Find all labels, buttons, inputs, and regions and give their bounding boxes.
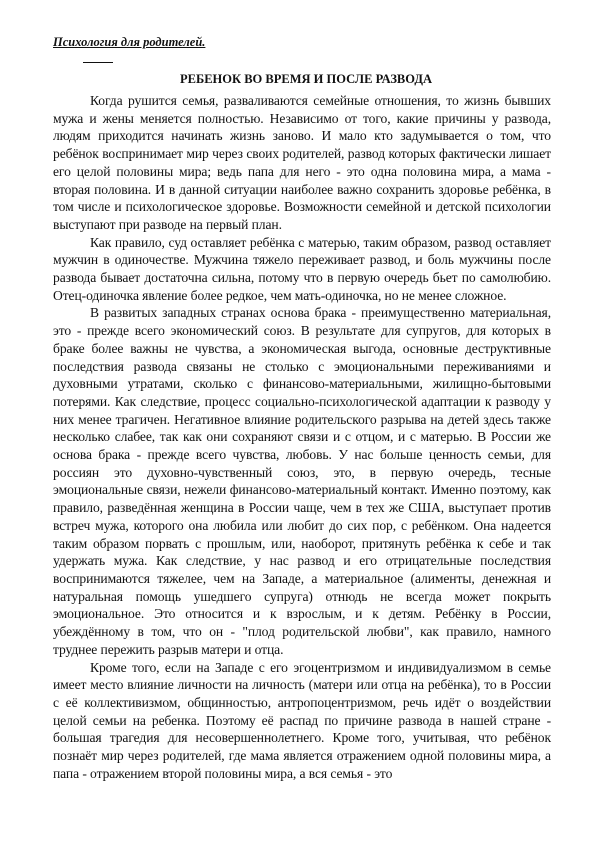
body-paragraph-3: В развитых западных странах основа брака - преимущественно материальная, это - прежде всего экономический союз. В результате для супругов, для которых в браке более важны не чувства, а экономическая выгода, основные деструктивные последствия развода связаны не столько с эмоциональными переживаниями и духовными утратами, сколько с финансово-материальными, жилищно-бытовыми потерями. Как следствие, процесс социально-психологической адаптации к разводу у них менее трагичен. Негативное влияние родительского разрыва на детей здесь также несколько слабее, так как они сохраняют связи и с отцом, и с матерью. В России же основа брака - прежде всего чувства, любовь. У нас больше ценность семьи, для россиян это духовно-чувственный союз, это, в первую очередь, тесные эмоциональные связи, нежели финансово-материальный контакт. Именно поэтому, как правило, разведённая женщина в России чаще, чем в тех же США, выступает против встреч мужа, которого она любила или любит до сих пор, с ребёнком. Она надеется таким образом порвать с прошлым, или, наоборот, притянуть ребёнка к себе и так удержать мужа. Как следствие, у нас развод и его отрицательные последствия воспринимаются тяжелее, чем на Западе, а материальное (алименты, денежная и натуральная помощь ушедшего супруга) отнюдь не всегда может покрыть эмоциональное. Это относится и к взрослым, и к детям. Ребёнку в России, убеждённому в том, что он - "плод родительской любви", как правило, намного труднее пережить разрыв матери и отца. xyxy=(53,305,551,657)
document-title: РЕБЕНОК ВО ВРЕМЯ И ПОСЛЕ РАЗВОДА xyxy=(179,72,432,86)
body-paragraph-2: Как правило, суд оставляет ребёнка с матерью, таким образом, развод оставляет мужчин в одиночестве. Мужчина тяжело переживает развод, и боль мужчины после развода бывает достаточна сильна, потому что в первую очередь бьет по самолюбию. Отец-одиночка явление более редкое, чем мать-одиночка, но не менее сложное. xyxy=(53,234,551,303)
section-label: Психология для родителей. xyxy=(53,35,206,49)
body-paragraph-1: Когда рушится семья, разваливаются семейные отношения, то жизнь бывших мужа и жены меняется полностью. Независимо от того, какие причины у развода, людям приходится начинать жизнь заново. И мало кто задумывается о том, что ребёнок воспринимает мир через своих родителей, развод которых фактически лишает его целой половины мира; ведь папа для него - это одна половина мира, а мама - вторая половина. И в данной ситуации наиболее важно сохранить здоровье ребёнка, в том числе и психологическое здоровье. Возможности семейной и детской психологии выступают при разводе на первый план. xyxy=(53,93,551,232)
title-divider xyxy=(83,62,113,63)
body-paragraph-4: Кроме того, если на Западе с его эгоцентризмом и индивидуализмом в семье имеет место влияние личности на личность (матери или отца на ребёнка), то в России с её коллективизмом, общинностью, антропоцентризмом, речь идёт о воздействии целой семьи на ребенка. Поэтому её распад по причине развода в нашей стране - большая трагедия для несовершеннолетнего. Кроме того, учитывая, что ребёнок познаёт мир через родителей, где мама является отражением одной половины мира, а папа - отражением второй половины мира, а вся семья - это xyxy=(53,659,551,781)
